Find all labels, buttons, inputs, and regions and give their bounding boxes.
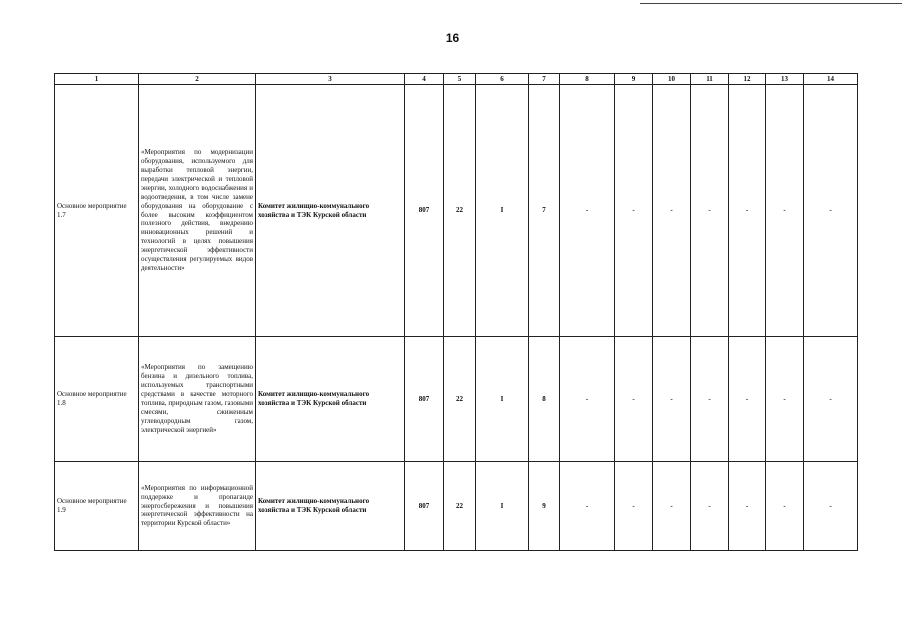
cell-5: 22	[444, 462, 476, 551]
data-table	[54, 73, 858, 551]
cell-9: -	[615, 462, 653, 551]
description-text: «Мероприятия по замещению бензина и дизельного топлива, используемых транспортными средствами в качестве моторного топлива, природным газом, газовыми смесями, сжиженным углеводородным газом, электрической энергией»	[141, 363, 253, 434]
header-cell: 14	[804, 74, 858, 85]
cell-9: -	[615, 337, 653, 462]
cell-8: -	[560, 85, 615, 337]
header-cell: 5	[444, 74, 476, 85]
table-row	[55, 462, 858, 551]
cell-7: 9	[529, 462, 560, 551]
cell-8: -	[560, 462, 615, 551]
header-cell: 3	[256, 74, 405, 85]
cell-13: -	[766, 85, 804, 337]
cell-11: -	[691, 462, 729, 551]
cell-6: I	[476, 337, 529, 462]
header-cell: 12	[729, 74, 766, 85]
cell-14: -	[804, 337, 858, 462]
cell-8: -	[560, 337, 615, 462]
header-cell: 7	[529, 74, 560, 85]
cell-10: -	[653, 337, 691, 462]
table-row	[55, 85, 858, 337]
header-cell: 13	[766, 74, 804, 85]
header-cell: 4	[405, 74, 444, 85]
cell-9: -	[615, 85, 653, 337]
cell-12: -	[729, 462, 766, 551]
header-cell: 8	[560, 74, 615, 85]
cell-6: I	[476, 85, 529, 337]
cell-7: 7	[529, 85, 560, 337]
executor: Комитет жилищно-коммунального хозяйства и ТЭК Курской области	[256, 462, 405, 551]
measure-name: Основное мероприятие 1.9	[55, 462, 139, 551]
description-text: «Мероприятия по модернизации оборудования, используемого для выработки тепловой энергии, передачи электрической и тепловой энергии, холодного водоснабжения и водоотведения, в том числе замене оборудования на оборудование с более высоким коэффициентом полезного действия, внедрению инновационных решений и технологий в целях повышения энергетической эффективности осуществления регулируемых видов деятельности»	[141, 148, 253, 272]
cell-14: -	[804, 85, 858, 337]
top-rule	[640, 3, 902, 4]
measure-name: Основное мероприятие 1.7	[55, 85, 139, 337]
header-cell: 9	[615, 74, 653, 85]
header-cell: 2	[139, 74, 256, 85]
measure-description	[139, 337, 256, 462]
cell-4: 807	[405, 337, 444, 462]
cell-4: 807	[405, 85, 444, 337]
cell-11: -	[691, 85, 729, 337]
cell-13: -	[766, 337, 804, 462]
description-text: «Мероприятия по информационной поддержке и пропаганде энергосбережения и повышения энергетической эффективности на территории Курской области»	[141, 483, 253, 528]
measure-description	[139, 462, 256, 551]
header-row	[55, 74, 858, 85]
header-cell: 11	[691, 74, 729, 85]
header-cell: 6	[476, 74, 529, 85]
measure-name: Основное мероприятие 1.8	[55, 337, 139, 462]
page-number: 16	[445, 31, 460, 45]
executor: Комитет жилищно-коммунального хозяйства и ТЭК Курской области	[256, 337, 405, 462]
cell-12: -	[729, 337, 766, 462]
cell-6: I	[476, 462, 529, 551]
cell-12: -	[729, 85, 766, 337]
cell-7: 8	[529, 337, 560, 462]
cell-10: -	[653, 85, 691, 337]
cell-4: 807	[405, 462, 444, 551]
measure-description	[139, 85, 256, 337]
table-row	[55, 337, 858, 462]
cell-11: -	[691, 337, 729, 462]
cell-10: -	[653, 462, 691, 551]
executor: Комитет жилищно-коммунального хозяйства и ТЭК Курской области	[256, 85, 405, 337]
cell-13: -	[766, 462, 804, 551]
cell-14: -	[804, 462, 858, 551]
header-cell: 1	[55, 74, 139, 85]
cell-5: 22	[444, 337, 476, 462]
cell-5: 22	[444, 85, 476, 337]
header-cell: 10	[653, 74, 691, 85]
